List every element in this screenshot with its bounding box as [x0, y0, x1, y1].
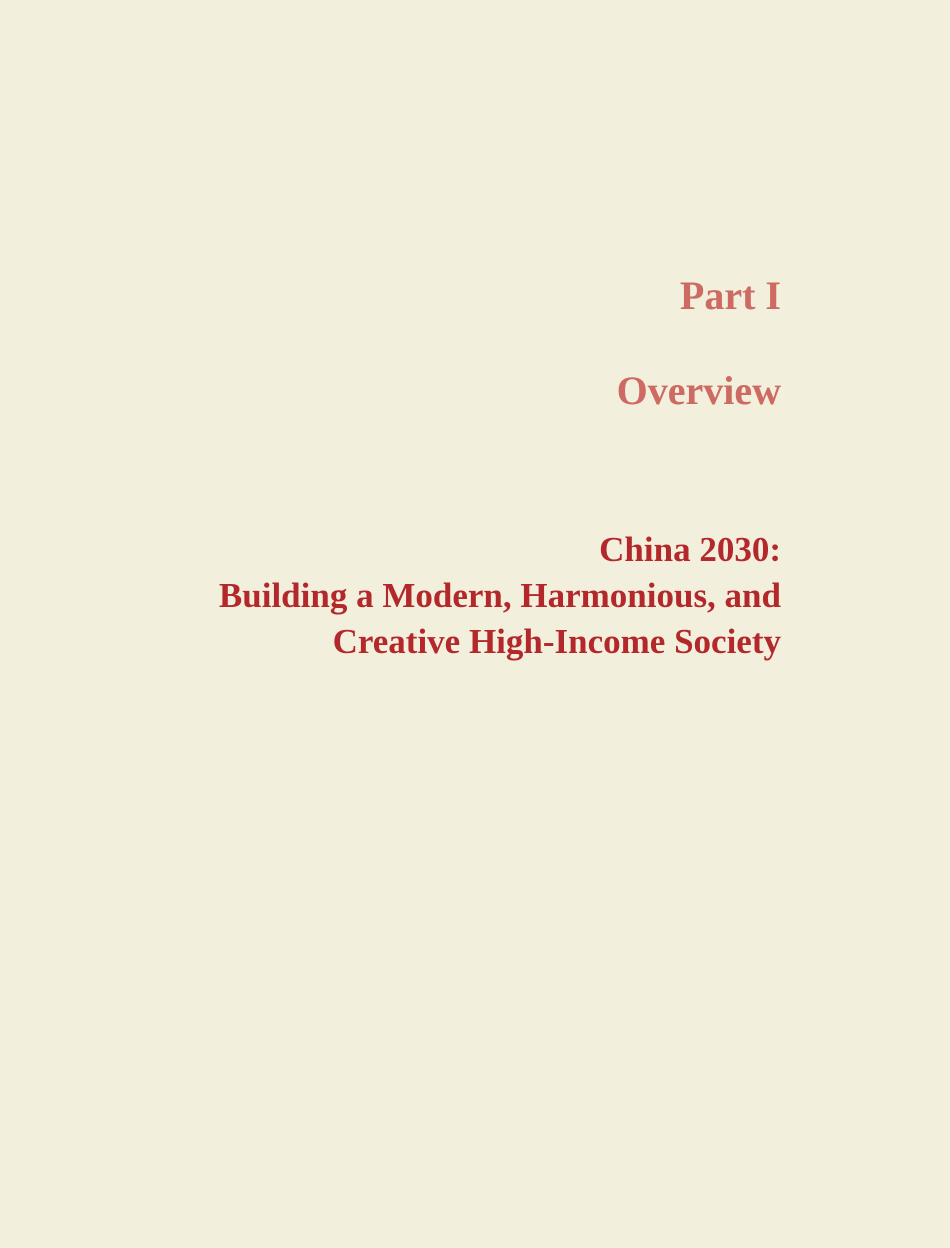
part-name: Overview [616, 368, 781, 413]
title-line: Building a Modern, Harmonious, and [218, 576, 781, 615]
title-line: China 2030: [599, 530, 781, 569]
title-line: Creative High-Income Society [332, 622, 781, 661]
report-title [21, 527, 781, 665]
part-label: Part I [679, 273, 781, 318]
